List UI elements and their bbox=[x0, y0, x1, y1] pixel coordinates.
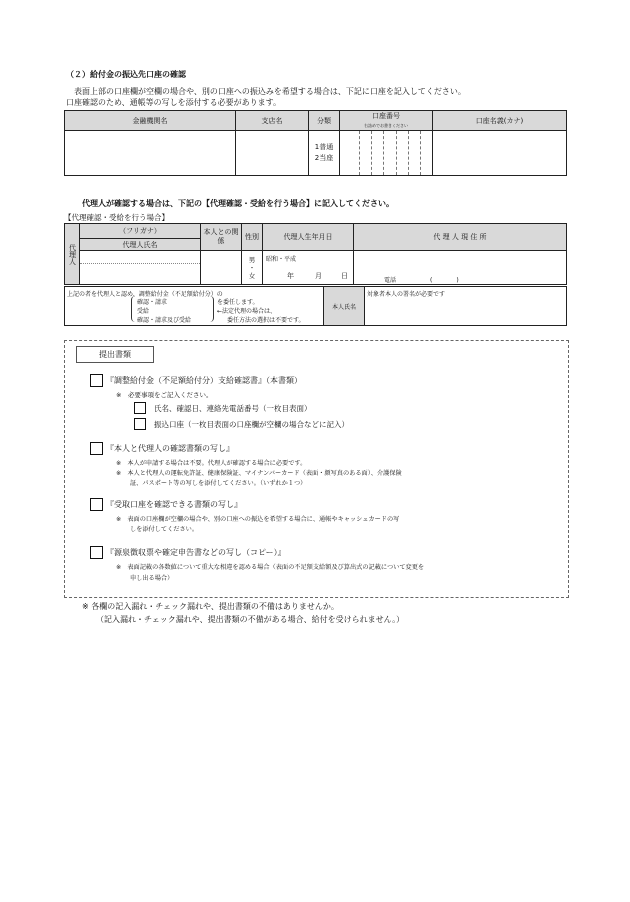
section-instruction-1: 表面上部の口座欄が空欄の場合や、別の口座への振込みを希望する場合は、下記に口座を記入してください。 bbox=[74, 87, 466, 96]
delegation-option-receive[interactable]: 受給 bbox=[137, 308, 150, 315]
item1-title: 『調整給付金（不足額給付分）支給確認書』（本書類） bbox=[106, 376, 302, 385]
birthdate-cell[interactable] bbox=[263, 251, 354, 285]
signature-note: 対象者本人の署名が必要です bbox=[367, 291, 446, 298]
section-title: （２）給付金の振込先口座の確認 bbox=[66, 70, 186, 79]
person-signature-cell[interactable] bbox=[365, 287, 567, 326]
item4-checkbox[interactable] bbox=[90, 546, 103, 559]
account-digit-boxes bbox=[348, 131, 432, 175]
item2-checkbox[interactable] bbox=[90, 442, 103, 455]
delegation-bracket-right bbox=[207, 296, 214, 322]
sex-header: 性別 bbox=[242, 224, 263, 251]
person-name-header: 本人氏名 bbox=[324, 287, 365, 326]
section-instruction-2: 口座確認のため、通帳等の写しを添付する必要があります。 bbox=[66, 98, 282, 107]
item3-checkbox[interactable] bbox=[90, 498, 103, 511]
relation-cell[interactable] bbox=[201, 251, 242, 285]
delegation-tail-2: ←法定代理の場合は、 bbox=[217, 308, 277, 315]
item2-note-2: ※ 本人と代理人の運転免許証、健康保険証、マイナンバーカード（表面・顔写真のある面）、介護保険 bbox=[116, 470, 402, 477]
footer-line-2: （記入漏れ・チェック漏れや、提出書類の不備がある場合、給付を受けられません。） bbox=[96, 615, 405, 624]
relation-header: 本人との関係 bbox=[201, 224, 242, 251]
item1-checkbox[interactable] bbox=[90, 374, 103, 387]
documents-title: 提出書類 bbox=[76, 346, 154, 363]
sex-cell[interactable] bbox=[242, 251, 263, 285]
phone-label: 電話 bbox=[384, 277, 397, 284]
delegation-cell bbox=[65, 287, 324, 326]
bank-name-header: 金融機関名 bbox=[65, 111, 236, 131]
account-number-header bbox=[340, 111, 433, 131]
proxy-name-cell[interactable] bbox=[80, 251, 201, 285]
delegation-option-confirm[interactable]: 確認・請求 bbox=[137, 299, 168, 306]
proxy-side-label: 代理人 bbox=[65, 224, 80, 285]
type-option-savings: 1普通 bbox=[314, 143, 334, 152]
item3-title: 『受取口座を確認できる書類の写し』 bbox=[106, 500, 242, 509]
type-header: 分類 bbox=[309, 111, 340, 131]
item1-note: ※ 必要事項をご記入ください。 bbox=[116, 391, 213, 399]
phone-paren: ( ) bbox=[430, 277, 459, 284]
branch-header: 支店名 bbox=[236, 111, 309, 131]
type-option-checking: 2当座 bbox=[314, 154, 334, 163]
proxy-intro: 代理人が確認する場合は、下記の【代理確認・受給を行う場合】に記入してください。 bbox=[82, 199, 394, 208]
era-options: 昭和・平成 bbox=[266, 256, 297, 263]
item2-title: 『本人と代理人の確認書類の写し』 bbox=[106, 444, 234, 453]
item1-sub1-checkbox[interactable] bbox=[134, 402, 146, 414]
day-label: 日 bbox=[341, 272, 348, 280]
account-holder-header: 口座名義(カナ) bbox=[433, 111, 567, 131]
delegation-tail-1: を委任します。 bbox=[217, 299, 259, 306]
proxy-section-label: 【代理確認・受給を行う場合】 bbox=[64, 213, 169, 222]
address-header: 代 理 人 現 住 所 bbox=[354, 224, 567, 251]
account-number-note: 右詰めでお書きください bbox=[364, 122, 408, 128]
delegation-table bbox=[64, 286, 567, 326]
bank-account-table bbox=[64, 110, 567, 176]
month-label: 月 bbox=[315, 272, 322, 280]
address-cell[interactable] bbox=[354, 251, 567, 285]
delegation-option-both[interactable]: 確認・請求及び受給 bbox=[137, 317, 192, 324]
year-label: 年 bbox=[287, 272, 294, 280]
item1-sub1-label: 氏名、確認日、連絡先電話番号（一枚目表面） bbox=[154, 404, 312, 413]
item3-note-2: しを添付してください。 bbox=[130, 526, 199, 533]
item1-sub2-checkbox[interactable] bbox=[134, 418, 146, 430]
proxy-table bbox=[64, 223, 567, 285]
footer-line-1: ※ 各欄の記入漏れ・チェック漏れや、提出書類の不備はありませんか。 bbox=[82, 602, 339, 611]
item4-title: 『源泉徴収票や確定申告書などの写し（コピー）』 bbox=[106, 548, 286, 557]
type-cell[interactable] bbox=[309, 131, 340, 176]
furigana-header: （フリガナ） bbox=[80, 224, 201, 239]
item3-note-1: ※ 表面の口座欄が空欄の場合や、別の口座への振込を希望する場合に、通帳やキャッシュカードの写 bbox=[116, 516, 400, 523]
account-number-cell[interactable] bbox=[340, 131, 433, 176]
sex-male: 男 bbox=[248, 255, 256, 264]
sex-female: 女 bbox=[248, 271, 256, 280]
item4-note-1: ※ 表面記載の各数値について重大な相違を認める場合（表面の不足額支給額及び算出式の記載について変更を bbox=[116, 564, 425, 571]
proxy-name-header: 代理人氏名 bbox=[80, 239, 201, 251]
item1-sub2-label: 振込口座（一枚目表面の口座欄が空欄の場合などに記入） bbox=[154, 420, 349, 429]
account-number-label: 口座番号 bbox=[372, 111, 400, 120]
delegation-text: 上記の者を代理人と認め、調整給付金（不足額給付分）の bbox=[67, 291, 223, 298]
item2-note-1: ※ 本人が申請する場合は不要。代理人が確認する場合に必要です。 bbox=[116, 460, 307, 467]
item4-note-2: 申し出る場合） bbox=[130, 575, 174, 582]
item2-note-3: 証、パスポート等の写しを添付してください。（いずれか１つ） bbox=[130, 480, 307, 487]
sex-separator: ・ bbox=[248, 263, 256, 272]
delegation-tail-3: 委任方法の選択は不要です。 bbox=[227, 317, 305, 324]
birthdate-header: 代理人生年月日 bbox=[263, 224, 354, 251]
account-holder-cell[interactable] bbox=[433, 131, 567, 176]
bank-name-cell[interactable] bbox=[65, 131, 236, 176]
branch-cell[interactable] bbox=[236, 131, 309, 176]
